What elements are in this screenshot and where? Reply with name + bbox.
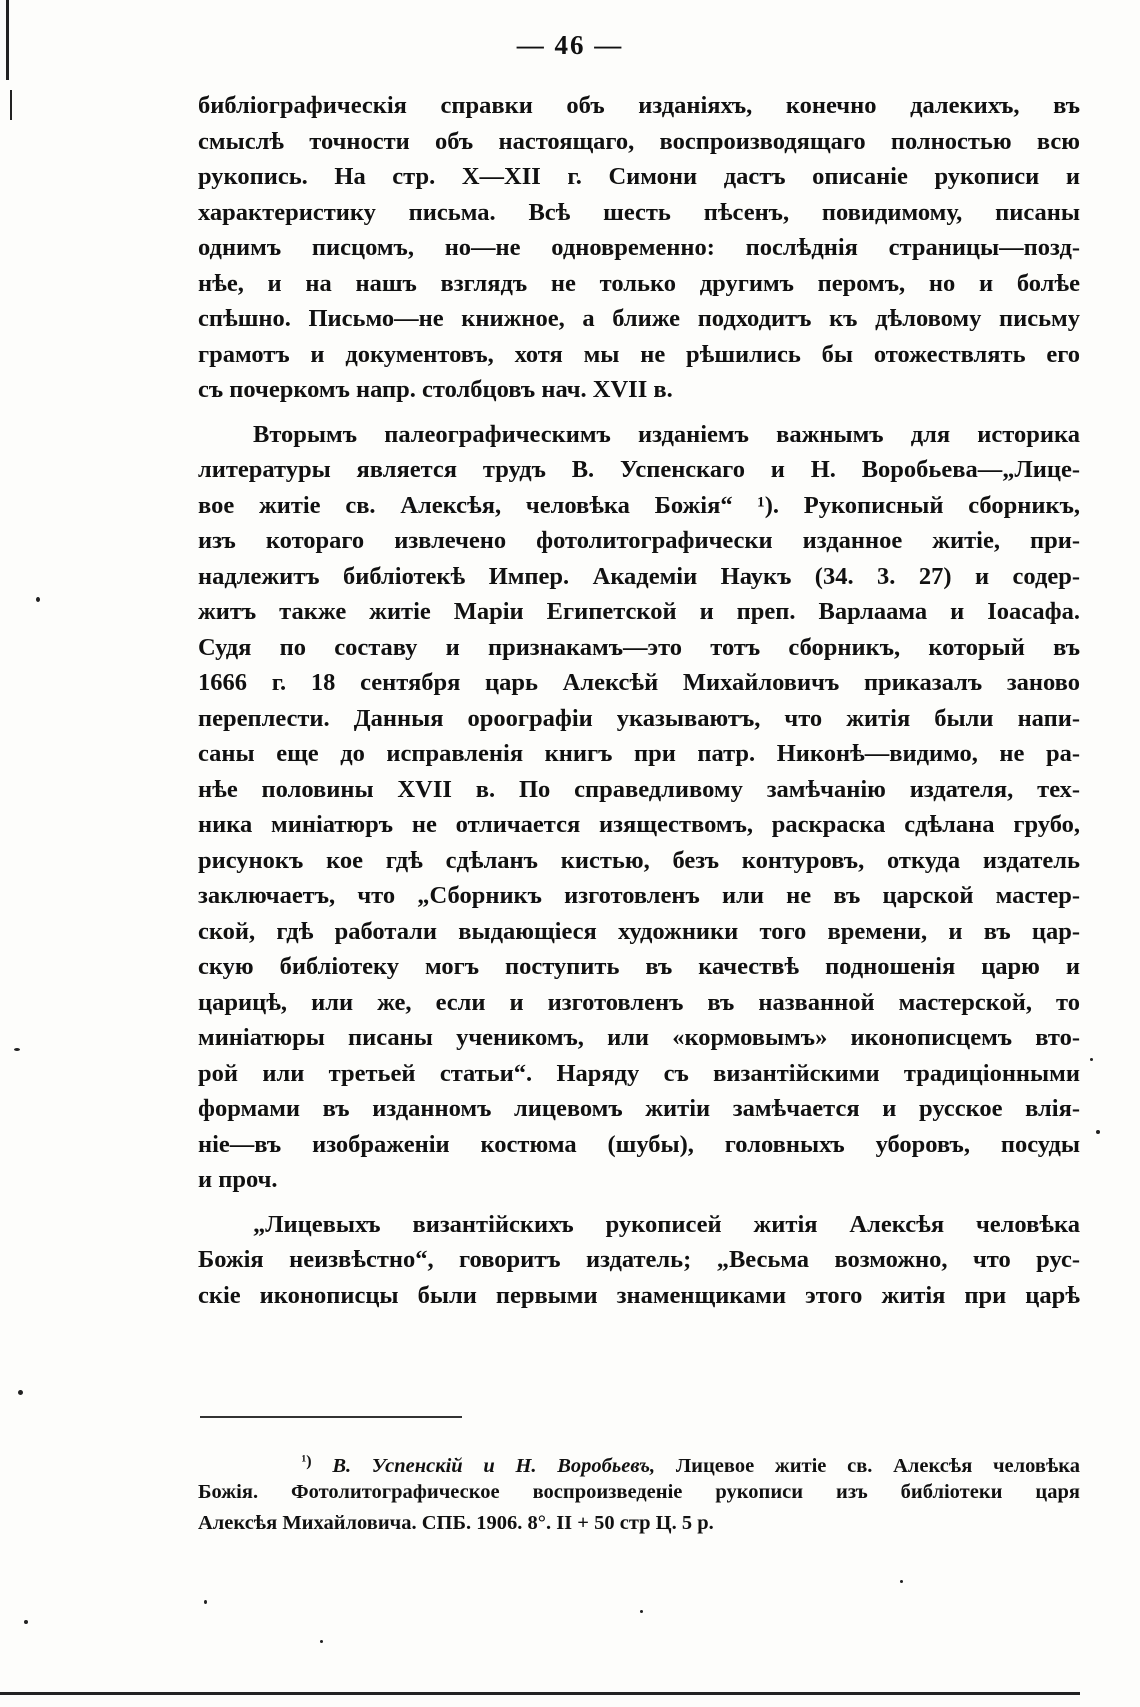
scan-speck	[24, 1620, 28, 1624]
text-line: нѣе половины XVII в. По справедливому замѣчанію издателя, тех-	[198, 775, 1080, 803]
text-line: „Лицевыхъ византійскихъ рукописей житія Алексѣя человѣка	[253, 1210, 1080, 1238]
text-line: Вторымъ палеографическимъ изданіемъ важнымъ для историка	[253, 420, 1080, 448]
scan-speck	[1096, 1130, 1100, 1134]
footnote-author: В. Успенскій и Н. Воробьевъ,	[332, 1455, 656, 1477]
text-line: литературы является трудъ В. Успенскаго и Н. Воробьева—„Лице-	[198, 456, 1080, 483]
scan-speck	[640, 1610, 643, 1613]
text-line: съ почеркомъ напр. столбцовъ нач. XVII в.	[198, 376, 673, 403]
scan-speck	[1090, 1058, 1093, 1061]
text-line: рукопись. На стр. X—XII г. Симони дастъ описаніе рукописи и	[198, 163, 1080, 190]
text-line: саны еще до исправленія книгъ при патр. Никонѣ—видимо, не ра-	[198, 740, 1080, 767]
scan-speck	[18, 1390, 23, 1395]
footnote-divider	[200, 1416, 462, 1418]
scan-speck	[320, 1640, 323, 1643]
text-line: и проч.	[198, 1166, 278, 1193]
text-line: ника миніатюръ не отличается изяществомъ, раскраска сдѣлана грубо,	[198, 811, 1080, 838]
text-line: царицѣ, или же, если и изготовленъ въ названной мастерской, то	[198, 988, 1080, 1016]
text-line: вое житіе св. Алексѣя, человѣка Божія“ ¹). Рукописный сборникъ,	[198, 491, 1080, 519]
text-line: характеристику письма. Всѣ шесть пѣсенъ, повидимому, писаны	[198, 198, 1080, 226]
scan-bottom-edge	[0, 1692, 1080, 1695]
text-line: скіе иконописцы были первыми знаменщиками этого житія при царѣ	[198, 1281, 1080, 1309]
text-line: миніатюры писаны ученикомъ, или «кормовымъ» иконописцемъ вто-	[198, 1024, 1080, 1051]
text-line: рой или третьей статьи“. Наряду съ византійскими традиціонными	[198, 1059, 1080, 1087]
text-line: изъ котораго извлечено фотолитографически изданное житіе, при-	[198, 527, 1080, 554]
text-line: нѣе, и на нашъ взглядъ не только другимъ перомъ, но и болѣе	[198, 269, 1080, 297]
text-line: грамотъ и документовъ, хотя мы не рѣшились бы отожествлять его	[198, 340, 1080, 368]
text-line: смыслѣ точности объ настоящаго, воспроизводящаго полностью всю	[198, 127, 1080, 155]
text-line: Божія неизвѣстно“, говоритъ издатель; „Весьма возможно, что рус-	[198, 1246, 1080, 1273]
footnote	[198, 1446, 1080, 1539]
text-line: скую библіотеку могъ поступить въ качествѣ подношенія царю и	[198, 953, 1080, 980]
text-line: формами въ изданномъ лицевомъ житіи замѣчается и русское влія-	[198, 1095, 1080, 1122]
scan-speck	[204, 1600, 207, 1604]
text-line: заключаетъ, что „Сборникъ изготовленъ или не въ царской мастер-	[198, 882, 1080, 909]
scan-speck	[14, 1048, 20, 1051]
scan-edge-mark	[10, 90, 12, 120]
text-line: переплести. Данныя ороографіи указываютъ, что житія были напи-	[198, 704, 1080, 732]
text-line: спѣшно. Письмо—не книжное, а ближе подходитъ къ дѣловому письму	[198, 305, 1080, 332]
footnote-title: Лицевое житіе св. Алексѣя человѣка	[675, 1455, 1081, 1477]
text-line: рисунокъ кое гдѣ сдѣланъ кистью, безъ контуровъ, откуда издатель	[198, 846, 1080, 874]
text-line: библіографическія справки объ изданіяхъ, конечно далекихъ, въ	[198, 92, 1080, 119]
scan-speck	[36, 597, 40, 602]
footnote-line: Алексѣя Михайловича. СПБ. 1906. 8°. II + 50 стр Ц. 5 р.	[198, 1512, 714, 1534]
scan-speck	[900, 1580, 903, 1583]
footnote-line	[198, 1446, 1080, 1477]
footnote-line: Божія. Фотолитографическое воспроизведеніе рукописи изъ библіотеки царя	[198, 1481, 1080, 1503]
body-text	[198, 88, 1080, 1313]
text-line: однимъ писцомъ, но—не одновременно: послѣднія страницы—позд-	[198, 234, 1080, 261]
text-line: надлежитъ библіотекѣ Импер. Академіи Наукъ (34. 3. 27) и содер-	[198, 562, 1080, 590]
text-line: Судя по составу и признакамъ—это тотъ сборникъ, который въ	[198, 633, 1080, 661]
text-line: ніе—въ изображеніи костюма (шубы), головныхъ уборовъ, посуды	[198, 1130, 1080, 1158]
footnote-marker: ¹)	[301, 1453, 312, 1470]
page-number: — 46 —	[516, 30, 624, 60]
text-line: ской, гдѣ работали выдающіеся художники того времени, и въ цар-	[198, 917, 1080, 945]
text-line: 1666 г. 18 сентября царь Алексѣй Михайловичъ приказалъ заново	[198, 669, 1080, 696]
text-line: житъ также житіе Маріи Египетской и преп. Варлаама и Іоасафа.	[198, 598, 1080, 625]
